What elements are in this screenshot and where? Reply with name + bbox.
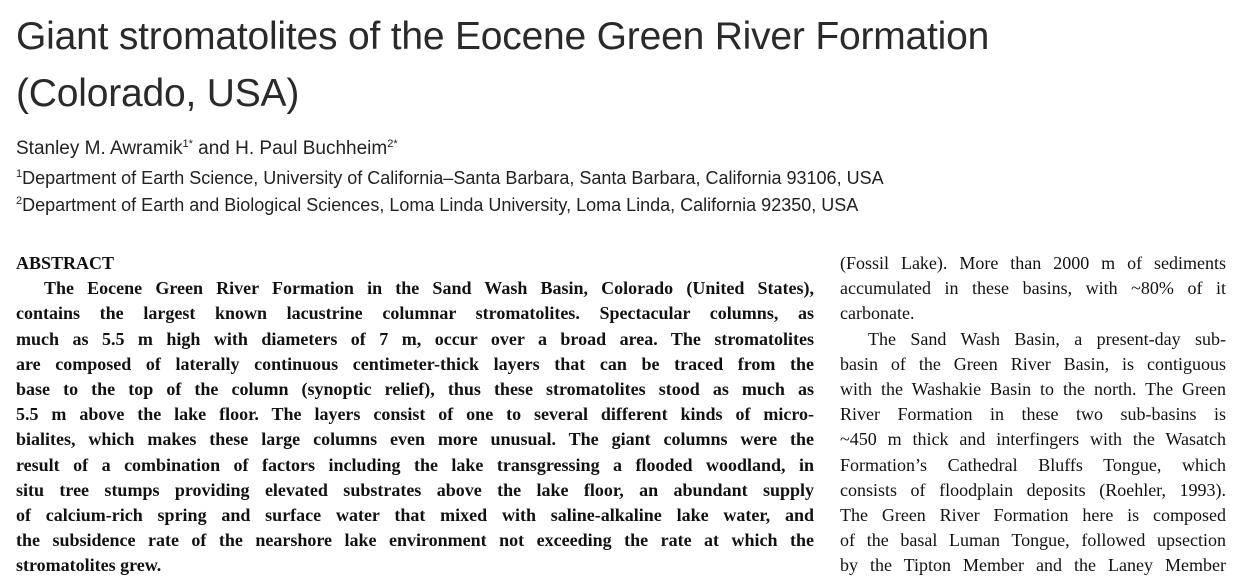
abstract-line: contains the largest known lacustrine columnar stromatolites. Spectacular columns, as: [16, 303, 814, 324]
body-line: ~450 m thick and interfingers with the Wasatch: [840, 429, 1226, 450]
body-line: accumulated in these basins, with ~80% of it: [840, 278, 1226, 299]
abstract-line: result of a combination of factors including the lake transgressing a flooded woodland, in: [16, 454, 814, 475]
body-line: of the basal Luman Tongue, followed upsection: [840, 530, 1226, 551]
body-line: The Green River Formation here is composed: [840, 504, 1226, 525]
body-line: basin of the Green River Basin, is contiguous: [840, 353, 1226, 374]
abstract-line: much as 5.5 m high with diameters of 7 m, occur over a broad area. The stromatolites: [16, 328, 814, 349]
body-line: Formation’s Cathedral Bluffs Tongue, which: [840, 454, 1226, 475]
author-list: [16, 136, 398, 162]
author-name: H. Paul Buchheim: [235, 138, 388, 159]
abstract-line: are composed of laterally continuous centimeter-thick layers that can be traced from the: [16, 353, 814, 374]
abstract-line: bialites, which makes these large columns even more unusual. The giant columns were the: [16, 429, 814, 450]
author-superscript: 2*: [387, 138, 398, 150]
body-line: with the Washakie Basin to the north. The Green: [840, 378, 1226, 399]
title-line: (Colorado, USA): [16, 72, 300, 115]
author-conjunction: and: [192, 138, 236, 159]
body-line: by the Tipton Member and the Laney Member: [840, 555, 1226, 576]
body-line: River Formation in these two sub-basins is: [840, 404, 1226, 425]
abstract-line: stromatolites grew.: [16, 555, 162, 576]
author-superscript: 1*: [182, 138, 193, 150]
abstract-line: situ tree stumps providing elevated substrates above the lake floor, an abundant supply: [16, 479, 814, 500]
title-line: Giant stromatolites of the Eocene Green River Formation: [16, 15, 990, 58]
paper-title: [16, 8, 1216, 122]
affiliation: [16, 192, 858, 218]
abstract-line: of calcium-rich spring and surface water that mixed with saline-alkaline lake water, and: [16, 504, 814, 525]
abstract-line: the subsidence rate of the nearshore lake environment not exceeding the rate at which the: [16, 530, 814, 551]
affiliation-superscript: 1: [16, 168, 23, 180]
author-name: Stanley M. Awramik: [16, 138, 183, 159]
affiliation: [16, 165, 884, 191]
body-line: The Sand Wash Basin, a present-day sub-: [868, 328, 1226, 349]
abstract-line: The Eocene Green River Formation in the Sand Wash Basin, Colorado (United States),: [44, 278, 814, 299]
body-line: carbonate.: [840, 303, 915, 324]
abstract-column: [16, 251, 814, 578]
abstract-line: 5.5 m above the lake floor. The layers consist of one to several different kinds of micro-: [16, 404, 814, 425]
affiliation-text: Department of Earth Science, University of California–Santa Barbara, Santa Barbara, California 93106, USA: [22, 168, 884, 188]
body-column: [840, 251, 1226, 578]
body-line: (Fossil Lake). More than 2000 m of sediments: [840, 253, 1226, 273]
abstract-heading: ABSTRACT: [16, 253, 115, 273]
affiliation-text: Department of Earth and Biological Sciences, Loma Linda University, Loma Linda, California 92350, USA: [22, 195, 859, 215]
abstract-line: base to the top of the column (synoptic relief), thus these stromatolites stood as much as: [16, 378, 814, 399]
affiliation-superscript: 2: [16, 195, 23, 207]
body-line: consists of floodplain deposits (Roehler, 1993).: [840, 479, 1226, 500]
